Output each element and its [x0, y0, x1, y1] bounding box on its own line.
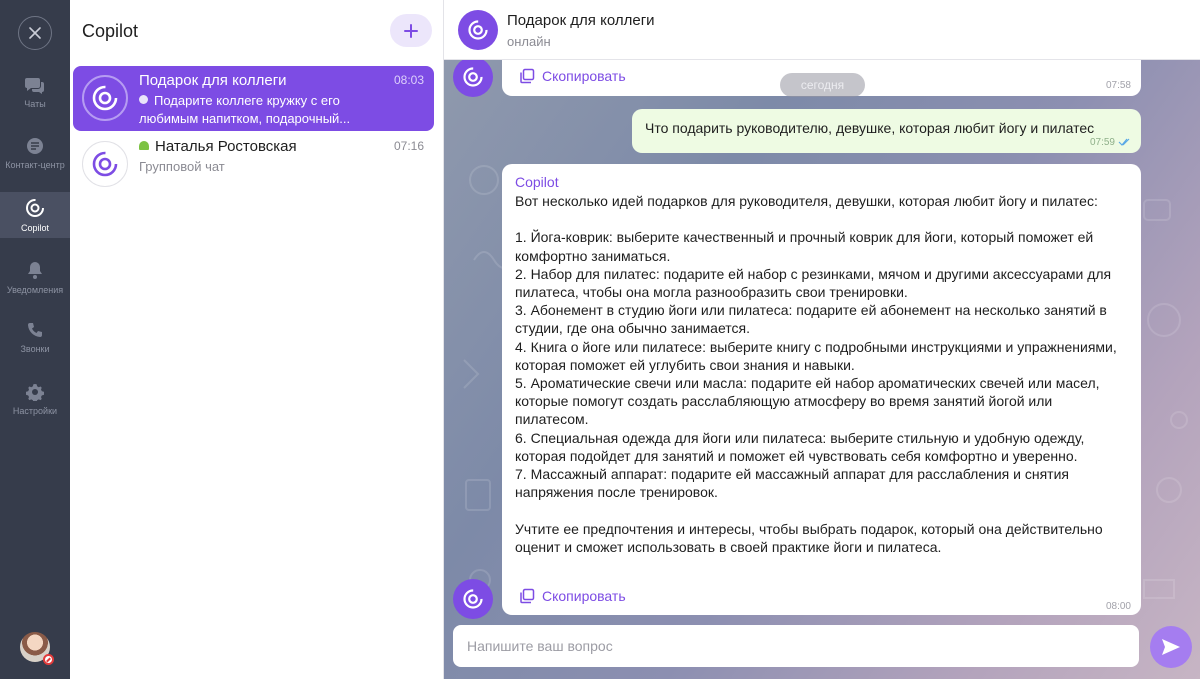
chats-icon — [25, 76, 45, 94]
date-separator: сегодня — [780, 73, 865, 97]
message-sender: Copilot — [515, 174, 559, 190]
copilot-icon — [90, 149, 120, 179]
rail-item-settings[interactable] — [0, 377, 70, 423]
close-icon — [29, 27, 41, 39]
copilot-icon — [90, 83, 120, 113]
rail-item-label: Звонки — [20, 344, 50, 354]
rail-item-label: Уведомления — [6, 285, 64, 295]
copilot-icon — [25, 198, 45, 218]
copilot-icon — [461, 65, 485, 89]
close-button[interactable] — [18, 16, 52, 50]
bell-icon — [26, 260, 44, 280]
rail-item-label: Контакт-центр — [5, 160, 65, 170]
chat-time: 08:03 — [393, 73, 424, 87]
chat-list-item[interactable] — [73, 66, 434, 131]
plus-icon — [404, 24, 418, 38]
new-chat-button[interactable] — [390, 14, 432, 47]
rail-item-label: Настройки — [12, 406, 58, 416]
rail-item-copilot[interactable] — [0, 192, 70, 238]
rail-item-label: Чаты — [24, 99, 46, 109]
message-bubble-outgoing — [632, 109, 1141, 153]
send-icon — [1161, 638, 1181, 656]
user-avatar[interactable] — [20, 632, 50, 662]
chat-list-item[interactable] — [73, 132, 434, 197]
answer-paragraph: 5. Ароматические свечи или масла: подарите ей набор ароматических свечей или масел, которые помогут создать расслабляющую атмосферу во время занятий йогой или пилатесом. — [515, 375, 1100, 428]
copy-label: Скопировать — [542, 588, 626, 604]
copy-button[interactable] — [519, 588, 626, 604]
chat-time: 07:16 — [393, 139, 424, 153]
answer-paragraph: 4. Книга о йоге или пилатесе: выберите книгу с подробными инструкциями и упражнениями, которая поможет ей углубить свои знания и навыки. — [515, 338, 1117, 373]
chat-name: Подарок для коллеги — [139, 72, 287, 89]
rail-item-notifications[interactable] — [0, 254, 70, 300]
copy-icon — [519, 68, 535, 84]
answer-paragraph: 6. Специальная одежда для йоги или пилатеса: выберите стильную и удобную одежду, которая подойдет для занятий и поможет ей чувствовать себя комфортно и уверенно. — [515, 429, 1085, 464]
read-check-icon — [1118, 138, 1132, 146]
message-bubble-incoming — [502, 164, 1141, 615]
answer-paragraph: 2. Набор для пилатес: подарите ей набор с резинками, мячом и другими аксессуарами для пилатеса, чтобы она могла разнообразить свои тренировки. — [515, 265, 1112, 300]
chat-list-panel — [70, 0, 444, 679]
message-composer — [453, 625, 1139, 667]
chat-preview-text: Подарите коллеге кружку с его любимым напитком, подарочный... — [139, 93, 351, 126]
send-button[interactable] — [1150, 626, 1192, 668]
paragraph-gap — [515, 501, 1125, 519]
rail-item-label: Copilot — [20, 223, 49, 233]
chat-name-text: Наталья Ростовская — [155, 138, 297, 155]
message-text: Что подарить руководителю, девушке, которая любит йогу и пилатес — [645, 120, 1095, 136]
panel-title: Copilot — [82, 21, 139, 41]
rail-item-chats[interactable] — [0, 70, 70, 116]
copilot-icon — [139, 95, 148, 104]
paragraph-gap — [515, 210, 1125, 228]
message-time: 08:00 — [1105, 601, 1131, 612]
gear-icon — [26, 383, 44, 401]
copilot-icon — [466, 18, 490, 42]
copy-label: Скопировать — [542, 68, 626, 84]
rail-item-contact-center[interactable] — [0, 131, 70, 177]
left-rail — [0, 0, 70, 679]
answer-paragraph: 3. Абонемент в студию йоги или пилатеса: подарите ей абонемент на несколько занятий в студии, где она обычно занимается. — [515, 302, 1107, 337]
rail-item-calls[interactable] — [0, 315, 70, 361]
conversation-title: Подарок для коллеги — [507, 12, 655, 29]
chat-avatar — [82, 141, 128, 187]
message-time: 07:59 — [1089, 137, 1115, 148]
answer-paragraph: 1. Йога-коврик: выберите качественный и прочный коврик для йоги, который поможет ей комфортно заниматься. — [515, 229, 1094, 264]
answer-paragraph: Учтите ее предпочтения и интересы, чтобы выбрать подарок, который она действительно оценит и сможет использовать в своей практике йоги и пилатеса. — [515, 520, 1103, 555]
conversation — [444, 0, 1200, 679]
answer-paragraph: 7. Массажный аппарат: подарите ей массажный аппарат для расслабления и снятия напряжения после тренировок. — [515, 466, 1069, 501]
phone-icon — [26, 321, 44, 339]
answer-paragraph: Вот несколько идей подарков для руководителя, девушки, которая любит йогу и пилатес: — [515, 193, 1098, 209]
message-time: 07:58 — [1105, 80, 1131, 91]
copy-button[interactable] — [519, 68, 626, 84]
bot-avatar — [453, 579, 493, 619]
contact-center-icon — [26, 137, 44, 155]
message-area[interactable] — [444, 60, 1200, 679]
chat-avatar[interactable] — [458, 10, 498, 50]
copy-icon — [519, 588, 535, 604]
chat-preview — [139, 92, 375, 128]
chat-avatar — [82, 75, 128, 121]
do-not-disturb-icon — [43, 654, 54, 665]
message-input[interactable] — [453, 625, 1139, 667]
copilot-icon — [461, 587, 485, 611]
conversation-status: онлайн — [507, 34, 551, 49]
message-text — [515, 192, 1125, 556]
chat-preview: Групповой чат — [139, 159, 225, 174]
chat-name — [139, 138, 297, 155]
android-icon — [139, 141, 149, 150]
conversation-header — [444, 0, 1200, 60]
